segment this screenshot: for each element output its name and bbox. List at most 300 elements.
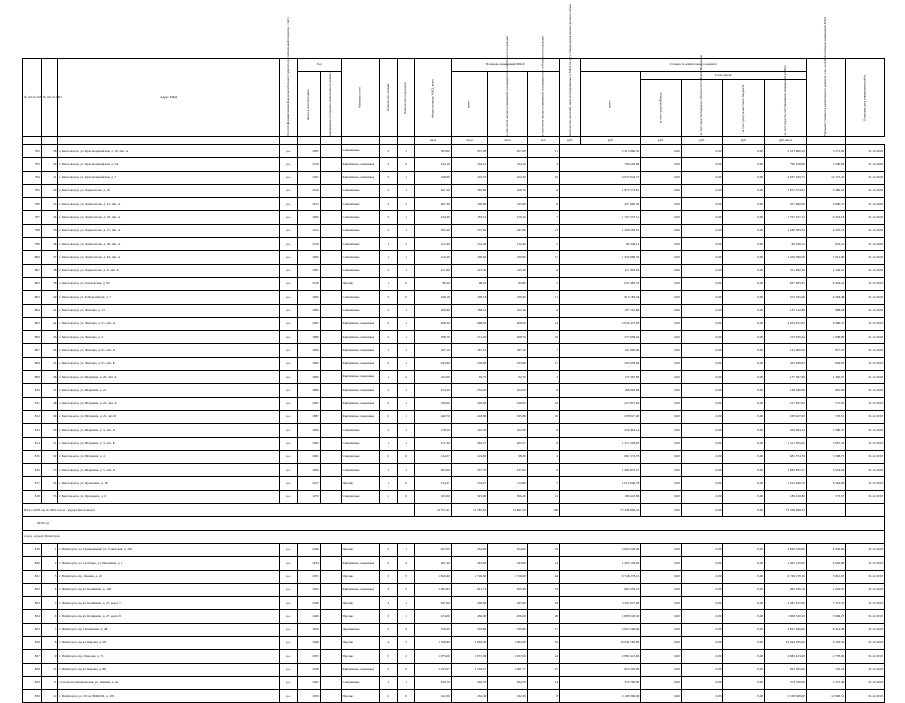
table-row <box>23 238 885 251</box>
table-cell: р.о. <box>280 344 298 357</box>
table-cell: 817,25 <box>806 344 846 357</box>
table-cell: 1 <box>397 344 415 357</box>
table-cell: р.о. <box>280 397 298 410</box>
table-cell: Прочие <box>341 570 380 583</box>
table-cell: 1 <box>397 238 415 251</box>
table-cell: 31.12.2018 <box>846 238 885 251</box>
table-cell: 0,00 <box>681 583 723 596</box>
table-cell: р.о. <box>280 304 298 317</box>
table-cell: 31.12.2018 <box>846 676 885 689</box>
table-cell: 621,20 <box>415 184 451 197</box>
table-cell: 17 <box>527 623 559 636</box>
table-cell: 31.12.2018 <box>846 304 885 317</box>
table-cell: 783 <box>23 158 42 171</box>
table-cell: 816 <box>23 464 42 477</box>
table-cell: Кирпичные, каменные <box>341 158 380 171</box>
table-cell: 9 163,56 <box>806 636 846 649</box>
table-cell: Смешанные <box>341 464 380 477</box>
table-cell: 2 034 457,83 <box>765 317 807 330</box>
table-cell: 31.12.2018 <box>846 636 885 649</box>
table-cell: 0,00 <box>641 238 682 251</box>
table-cell: 31.12.2018 <box>846 437 885 450</box>
table-cell: 1 075,00 <box>415 650 451 663</box>
table-cell: 0,00 <box>641 277 682 290</box>
table-cell: 11 <box>527 145 559 158</box>
table-cell: 4 <box>527 158 559 171</box>
table-cell: р.о. <box>280 623 298 636</box>
table-cell: г. Кисловодск, ул. Красноармейская, д. 7 <box>58 171 280 184</box>
table-cell: 124,57 <box>415 450 451 463</box>
table-cell: р.о. <box>280 464 298 477</box>
table-cell: 4 092,88 <box>806 557 846 570</box>
table-cell: р.о. <box>280 371 298 384</box>
table-cell: 31.12.2018 <box>846 158 885 171</box>
table-cell: 210,20 <box>415 251 451 264</box>
header-total-area: общая площадь МКД, всего <box>415 59 451 137</box>
table-cell: 98,30 <box>488 450 528 463</box>
table-cell: 0,00 <box>723 304 765 317</box>
table-cell: 457 690,56 <box>560 198 641 211</box>
table-cell: г. Кисловодск, ул. Шаумяна, д. 20, лит. А <box>58 371 280 384</box>
table-cell: 456,00 <box>488 610 528 623</box>
table-cell <box>320 450 341 463</box>
table-cell: 0,00 <box>723 424 765 437</box>
table-cell: 48 <box>41 397 58 410</box>
header-address: Адрес МКД <box>58 59 280 137</box>
table-cell: 1 094,30 <box>488 636 528 649</box>
table-cell: 789 <box>23 238 42 251</box>
table-cell: 0,00 <box>641 663 682 676</box>
table-cell: Смешанные <box>341 291 380 304</box>
table-cell: 311 992,26 <box>765 264 807 277</box>
table-cell: 1 <box>397 317 415 330</box>
total-area: 14 377,41 <box>415 504 451 517</box>
table-cell: 8 <box>527 264 559 277</box>
table-cell: г. Кисловодск, ул. Красноармейская, д. 5А <box>58 158 280 171</box>
table-cell: 1 <box>397 331 415 344</box>
table-cell: 1 <box>397 543 415 556</box>
table-cell: 824 <box>23 610 42 623</box>
table-cell: 52 <box>41 450 58 463</box>
table-cell: 265,27 <box>488 437 528 450</box>
table-cell: 0,00 <box>641 371 682 384</box>
table-cell: 31.12.2018 <box>846 357 885 370</box>
table-cell <box>320 145 341 158</box>
table-cell: Кирпичные, каменные <box>341 371 380 384</box>
table-cell: 46 <box>41 371 58 384</box>
table-cell: 14 <box>527 557 559 570</box>
table-cell: 0,00 <box>681 184 723 197</box>
table-cell: 1 <box>397 410 415 423</box>
table-cell: 2 <box>380 690 398 703</box>
table-cell: р.о. <box>280 331 298 344</box>
table-cell: 12 747,22 <box>806 171 846 184</box>
table-cell: 7 373,70 <box>806 597 846 610</box>
table-cell: 112,80 <box>488 477 528 490</box>
table-cell: 2 820 326,00 <box>560 543 641 556</box>
table-row <box>23 184 885 197</box>
table-cell: Смешанные <box>341 145 380 158</box>
table-cell: 0,00 <box>641 224 682 237</box>
table-cell: 0,00 <box>681 264 723 277</box>
table-cell: 3 486,35 <box>806 184 846 197</box>
table-cell: 1 061,77 <box>488 663 528 676</box>
table-cell: 6 <box>397 450 415 463</box>
table-cell: 1 <box>380 490 398 503</box>
table-cell: 1 253,07 <box>415 663 451 676</box>
table-cell: г. Кисловодск, ул. Шаумяна, д. 3, лит. Б <box>58 437 280 450</box>
table-cell: 1900 <box>297 464 320 477</box>
table-cell: 237,00 <box>488 464 528 477</box>
table-cell: 0,00 <box>681 610 723 623</box>
table-row <box>23 331 885 344</box>
table-cell: 1917 <box>297 477 320 490</box>
table-cell: 254,20 <box>451 384 487 397</box>
table-cell: 36 <box>41 238 58 251</box>
table-row <box>23 211 885 224</box>
table-cell: 802 <box>23 277 42 290</box>
table-cell: 1 808 520,50 <box>560 610 641 623</box>
table-cell: 1 065,83 <box>415 583 451 596</box>
table-cell: 42 <box>41 317 58 330</box>
table-cell: 2 <box>380 171 398 184</box>
table-cell: 98,20 <box>415 277 451 290</box>
table-cell: 178,50 <box>415 424 451 437</box>
table-cell: Смешанные <box>341 490 380 503</box>
table-cell: 0,00 <box>723 410 765 423</box>
table-cell: 271,30 <box>415 437 451 450</box>
table-cell: р.о. <box>280 357 298 370</box>
table-cell: 570,51 <box>806 410 846 423</box>
table-cell: 161 000,00 <box>765 344 807 357</box>
table-header <box>23 4 885 145</box>
table-cell: р.о. <box>280 583 298 596</box>
table-cell: 1 104,57 <box>451 663 487 676</box>
header-rooms-total: всего <box>451 72 487 137</box>
table-row <box>23 650 885 663</box>
table-cell: 681 374,78 <box>560 450 641 463</box>
table-cell: г. Кисловодск, ул. Шаумяна, д. 21 <box>58 384 280 397</box>
table-cell: 1 012 640,76 <box>765 477 807 490</box>
table-cell: 31.12.2018 <box>846 224 885 237</box>
table-cell: 0,00 <box>723 437 765 450</box>
table-cell: 1 <box>380 344 398 357</box>
table-cell: Прочие <box>341 636 380 649</box>
table-body-kislovodsk <box>23 145 885 504</box>
table-cell: 1 843,60 <box>415 570 451 583</box>
table-cell: 1956 <box>297 623 320 636</box>
table-cell: г. Пятигорск, ул. 50 лет ВЛКСМ, д. 105 <box>58 690 280 703</box>
table-cell: р.о. <box>280 384 298 397</box>
table-cell: 503,60 <box>415 145 451 158</box>
unit-label: кв.м <box>488 137 528 145</box>
table-cell: 0,00 <box>641 331 682 344</box>
header-cost-owners: за счет средств собственников помещений в МКД <box>765 80 807 137</box>
table-cell: Кирпичные, каменные <box>341 317 380 330</box>
table-cell: 348,60 <box>415 171 451 184</box>
year-label: 2018 год <box>23 517 885 530</box>
table-cell: 632,21 <box>806 238 846 251</box>
table-cell: 454,00 <box>451 543 487 556</box>
table-cell: 817 <box>23 477 42 490</box>
table-cell: 2 <box>380 450 398 463</box>
table-cell: 0,00 <box>723 583 765 596</box>
table-cell: р.о. <box>280 543 298 556</box>
table-cell: 788 <box>23 224 42 237</box>
header-cost-region: за счет средств бюджета субъекта Российской Федерации <box>681 80 723 137</box>
table-cell: 13 <box>527 224 559 237</box>
table-cell: 3 <box>380 610 398 623</box>
table-cell: 1 <box>397 597 415 610</box>
table-cell: 297,60 <box>488 597 528 610</box>
table-cell: 31.12.2018 <box>846 583 885 596</box>
table-cell: 1910 <box>297 158 320 171</box>
table-cell: 1 <box>380 676 398 689</box>
table-cell: г. Пятигорск, ул. Гренерицкий, ул. Советская, д. 39а <box>58 543 280 556</box>
table-cell: 0,00 <box>681 437 723 450</box>
table-cell: 0,00 <box>723 198 765 211</box>
table-cell: 822 <box>23 583 42 596</box>
table-cell: 376,20 <box>415 623 451 636</box>
table-cell: 0,00 <box>641 251 682 264</box>
table-cell: 2 413 860,50 <box>765 145 807 158</box>
table-cell: р.о. <box>280 158 298 171</box>
table-cell: 825 <box>23 623 42 636</box>
table-cell: Прочие <box>341 690 380 703</box>
table-cell: 294,70 <box>451 676 487 689</box>
table-cell <box>320 277 341 290</box>
table-cell: 85,80 <box>488 277 528 290</box>
table-cell: 0 <box>397 277 415 290</box>
table-cell: 0,00 <box>641 597 682 610</box>
table-row <box>23 198 885 211</box>
table-cell: 0,00 <box>641 464 682 477</box>
table-cell: 98,20 <box>451 277 487 290</box>
table-row <box>23 171 885 184</box>
table-row <box>23 676 885 689</box>
table-cell: 3 <box>380 570 398 583</box>
table-cell: 823 505,00 <box>560 663 641 676</box>
table-cell: 45 <box>41 357 58 370</box>
table-cell: 12 <box>527 490 559 503</box>
table-cell: 6 <box>527 304 559 317</box>
table-cell: 254,20 <box>488 384 528 397</box>
table-cell: 16 <box>527 410 559 423</box>
table-cell: 0,00 <box>723 251 765 264</box>
table-cell: 162,30 <box>488 424 528 437</box>
table-cell: 1 <box>380 437 398 450</box>
table-cell: 50 <box>41 424 58 437</box>
table-cell: Прочие <box>341 543 380 556</box>
table-cell: 4 595,73 <box>806 224 846 237</box>
table-cell: 5 <box>527 238 559 251</box>
table-cell: 10 <box>41 663 58 676</box>
table-cell: 2 <box>380 264 398 277</box>
table-cell: 0,00 <box>723 224 765 237</box>
table-cell: 0,00 <box>641 557 682 570</box>
table-cell: 239,90 <box>451 357 487 370</box>
table-cell: 401,20 <box>415 557 451 570</box>
table-row <box>23 597 885 610</box>
table-cell: 1947 <box>297 171 320 184</box>
table-cell: ст-ца Константиновская, ул. Ленина, д. 4а <box>58 676 280 689</box>
table-cell: 474,00 <box>415 610 451 623</box>
table-cell: 0,00 <box>641 690 682 703</box>
header-entrances: Количество подъездов <box>397 59 415 137</box>
table-cell: 1 <box>397 424 415 437</box>
table-cell: 1900 <box>297 251 320 264</box>
table-cell: 9 <box>41 650 58 663</box>
table-cell: 0,00 <box>641 410 682 423</box>
table-cell: 1 580,37 <box>806 424 846 437</box>
table-cell: 0,00 <box>723 357 765 370</box>
table-cell: г. Кисловодск, ул. Чкалова, д. 51, лит. А <box>58 317 280 330</box>
table-row <box>23 490 885 503</box>
table-cell: Кирпичные, каменные <box>341 663 380 676</box>
table-cell: 0,00 <box>723 650 765 663</box>
table-cell: 235,90 <box>488 357 528 370</box>
header-fund-method: Способ формирования фонда капитального ремонта (региональный оператор / счет) <box>280 59 298 137</box>
table-cell: 0,00 <box>723 690 765 703</box>
table-cell: 2 <box>380 198 398 211</box>
table-cell: 0,00 <box>641 424 682 437</box>
table-row <box>23 690 885 703</box>
table-cell <box>320 597 341 610</box>
table-cell <box>320 357 341 370</box>
table-cell <box>320 676 341 689</box>
table-cell: 162,30 <box>415 690 451 703</box>
table-cell: 1900 <box>297 304 320 317</box>
unit-label: руб. <box>723 137 765 145</box>
table-cell: 0 <box>397 490 415 503</box>
table-cell: 784 <box>23 171 42 184</box>
table-cell: 37 <box>41 251 58 264</box>
table-cell: 0,00 <box>681 623 723 636</box>
table-cell: 8 <box>527 184 559 197</box>
table-cell: 5 554,94 <box>806 464 846 477</box>
table-cell: р.о. <box>280 477 298 490</box>
table-row <box>23 304 885 317</box>
table-cell: 28 <box>41 145 58 158</box>
table-cell <box>320 424 341 437</box>
table-cell: 343,90 <box>488 557 528 570</box>
table-cell: 199,18 <box>451 291 487 304</box>
unit-label: кв.м <box>451 137 487 145</box>
city-label: город - курорт Пятигорск <box>23 530 885 543</box>
table-cell: 31.12.2018 <box>846 543 885 556</box>
table-cell: 152,40 <box>415 238 451 251</box>
table-cell: 456,00 <box>451 610 487 623</box>
table-cell: р.о. <box>280 490 298 503</box>
table-cell: 311 992,26 <box>560 264 641 277</box>
table-row <box>23 251 885 264</box>
unit-label: руб. <box>641 137 682 145</box>
table-cell: 16 <box>527 331 559 344</box>
table-cell: 1 037,09 <box>451 650 487 663</box>
table-cell: 800 <box>23 251 42 264</box>
table-cell: 0,00 <box>641 490 682 503</box>
table-cell: 227 857,84 <box>560 397 641 410</box>
table-cell: 1900 <box>297 291 320 304</box>
table-row <box>23 291 885 304</box>
table-cell: 0,00 <box>641 543 682 556</box>
table-cell: 2 <box>380 424 398 437</box>
repair-plan-table <box>22 4 885 703</box>
table-cell: 2 146,41 <box>806 264 846 277</box>
table-cell: 154,27 <box>451 477 487 490</box>
table-cell: 0,00 <box>723 384 765 397</box>
table-cell: р.о. <box>280 291 298 304</box>
table-cell: 8 <box>527 198 559 211</box>
table-cell: 162,30 <box>451 424 487 437</box>
table-cell: 0,00 <box>641 184 682 197</box>
table-cell: 2 <box>380 317 398 330</box>
table-cell: Кирпичные, каменные <box>341 384 380 397</box>
table-cell: 227 857,84 <box>765 397 807 410</box>
table-cell: 2 <box>380 557 398 570</box>
table-row <box>23 437 885 450</box>
table-cell: 2 <box>397 650 415 663</box>
table-cell: 31.12.2018 <box>846 650 885 663</box>
table-cell: 1953 <box>297 650 320 663</box>
table-cell: 1 <box>397 304 415 317</box>
table-cell: 47 <box>41 384 58 397</box>
table-cell: 1 <box>397 397 415 410</box>
table-cell: 273 959,44 <box>765 331 807 344</box>
table-cell: 183,10 <box>451 211 487 224</box>
table-cell: 34 <box>41 211 58 224</box>
table-cell: 0,00 <box>723 676 765 689</box>
table-cell: 1 405 129,00 <box>560 557 641 570</box>
table-cell: 1 450 999,56 <box>765 251 807 264</box>
table-cell: 0,00 <box>641 397 682 410</box>
table-row <box>23 557 885 570</box>
table-cell <box>320 570 341 583</box>
table-cell: 33 <box>41 198 58 211</box>
table-cell: 0,00 <box>681 371 723 384</box>
table-cell: 0,00 <box>641 437 682 450</box>
table-cell: 2 413 860,50 <box>560 145 641 158</box>
table-cell: 0,00 <box>681 384 723 397</box>
table-cell: 156,10 <box>488 211 528 224</box>
header-rooms-living: в том числе жилых помещений, находящихся в собственности граждан <box>488 72 528 137</box>
table-cell: 3 812,95 <box>806 570 846 583</box>
table-cell: 31.12.2018 <box>846 424 885 437</box>
table-cell: 1935 <box>297 570 320 583</box>
total-cost-local: 0,00 <box>723 504 765 517</box>
table-cell <box>320 477 341 490</box>
table-cell <box>320 171 341 184</box>
table-cell: 0,00 <box>681 291 723 304</box>
table-cell: 0,00 <box>641 477 682 490</box>
header-cost-fund: за счет средств Фонда <box>641 80 682 137</box>
table-cell: 813 <box>23 424 42 437</box>
table-cell: 1 <box>397 198 415 211</box>
table-cell: 1 808 520,50 <box>765 610 807 623</box>
table-cell: 0,00 <box>681 557 723 570</box>
table-cell: 2 <box>397 371 415 384</box>
table-cell: г. Кисловодск, ул. Ольховская, д. 83 <box>58 277 280 290</box>
table-cell: 31.12.2018 <box>846 597 885 610</box>
table-cell: 2 <box>397 636 415 649</box>
table-cell: р.о. <box>280 690 298 703</box>
table-cell: 1 <box>380 477 398 490</box>
table-cell: 5 275,09 <box>806 145 846 158</box>
table-cell: р.о. <box>280 636 298 649</box>
table-cell: 92,70 <box>488 371 528 384</box>
table-cell: 2 <box>41 557 58 570</box>
table-cell: 0,00 <box>641 450 682 463</box>
